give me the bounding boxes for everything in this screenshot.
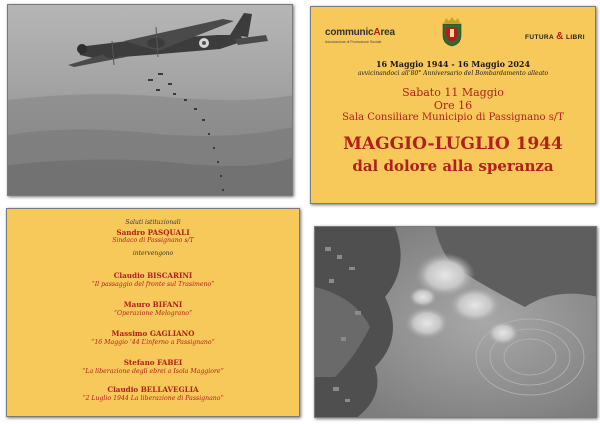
aerial-bombing-illustration bbox=[315, 227, 597, 418]
speakers-label: intervengono bbox=[132, 250, 174, 257]
futura-libri-logo bbox=[525, 31, 585, 42]
communicarea-logo bbox=[325, 27, 395, 38]
event-day: Sabato 11 Maggio bbox=[402, 86, 504, 99]
logo-text-highlight: A bbox=[373, 27, 381, 38]
event-title-card bbox=[310, 6, 596, 204]
speaker-topic: “2 Luglio 1944 La liberazione di Passignano” bbox=[82, 395, 224, 402]
speaker-name: Stefano FABEI bbox=[123, 358, 183, 367]
greeter-name: Sandro PASQUALI bbox=[116, 228, 190, 237]
speaker-topic: “La liberazione degli ebrei a Isola Maggiore” bbox=[82, 368, 224, 375]
communicarea-logo-subtitle: Associazione di Promozione Sociale bbox=[325, 40, 382, 44]
logo-text-main: communic bbox=[325, 27, 374, 38]
speaker-topic: “Operazione Melograno” bbox=[113, 310, 193, 317]
commemoration-dates: 16 Maggio 1944 - 16 Maggio 2024 bbox=[375, 59, 531, 69]
bomber-plane-illustration bbox=[8, 5, 293, 196]
speaker-topic: “16 Maggio ’44 L’inferno a Passignano” bbox=[91, 339, 215, 346]
logo-libri-text: LIBRI bbox=[565, 34, 585, 41]
main-subtitle: dal dolore alla speranza bbox=[352, 157, 554, 175]
logo-ampersand-mark: & bbox=[556, 31, 564, 42]
speaker-name: Massimo GAGLIANO bbox=[111, 329, 195, 338]
speaker-name: Claudio BISCARINI bbox=[113, 271, 193, 280]
coat-of-arms-icon bbox=[441, 17, 463, 47]
greetings-label: Saluti istituzionali bbox=[125, 219, 181, 226]
speaker-name: Claudio BELLAVEGLIA bbox=[107, 385, 199, 394]
event-place: Sala Consiliare Municipio di Passignano s/T bbox=[342, 112, 564, 123]
event-time: Ore 16 bbox=[433, 99, 473, 112]
greeter-role: Sindaco di Passignano s/T bbox=[112, 237, 194, 244]
anniversary-note: avvicinandoci all’80° Anniversario del Bombardamento alleato bbox=[357, 70, 549, 77]
logo-futura-text: FUTURA bbox=[525, 34, 554, 41]
aerial-bombing-photo bbox=[314, 226, 597, 418]
bomber-plane-photo bbox=[7, 4, 293, 196]
speaker-topic: “Il passaggio del fronte sul Trasimeno” bbox=[91, 281, 215, 288]
logo-text-rest: rea bbox=[380, 27, 395, 38]
main-title: MAGGIO-LUGLIO 1944 bbox=[343, 134, 563, 154]
program-card bbox=[6, 208, 300, 417]
speaker-name: Mauro BIFANI bbox=[123, 300, 183, 309]
